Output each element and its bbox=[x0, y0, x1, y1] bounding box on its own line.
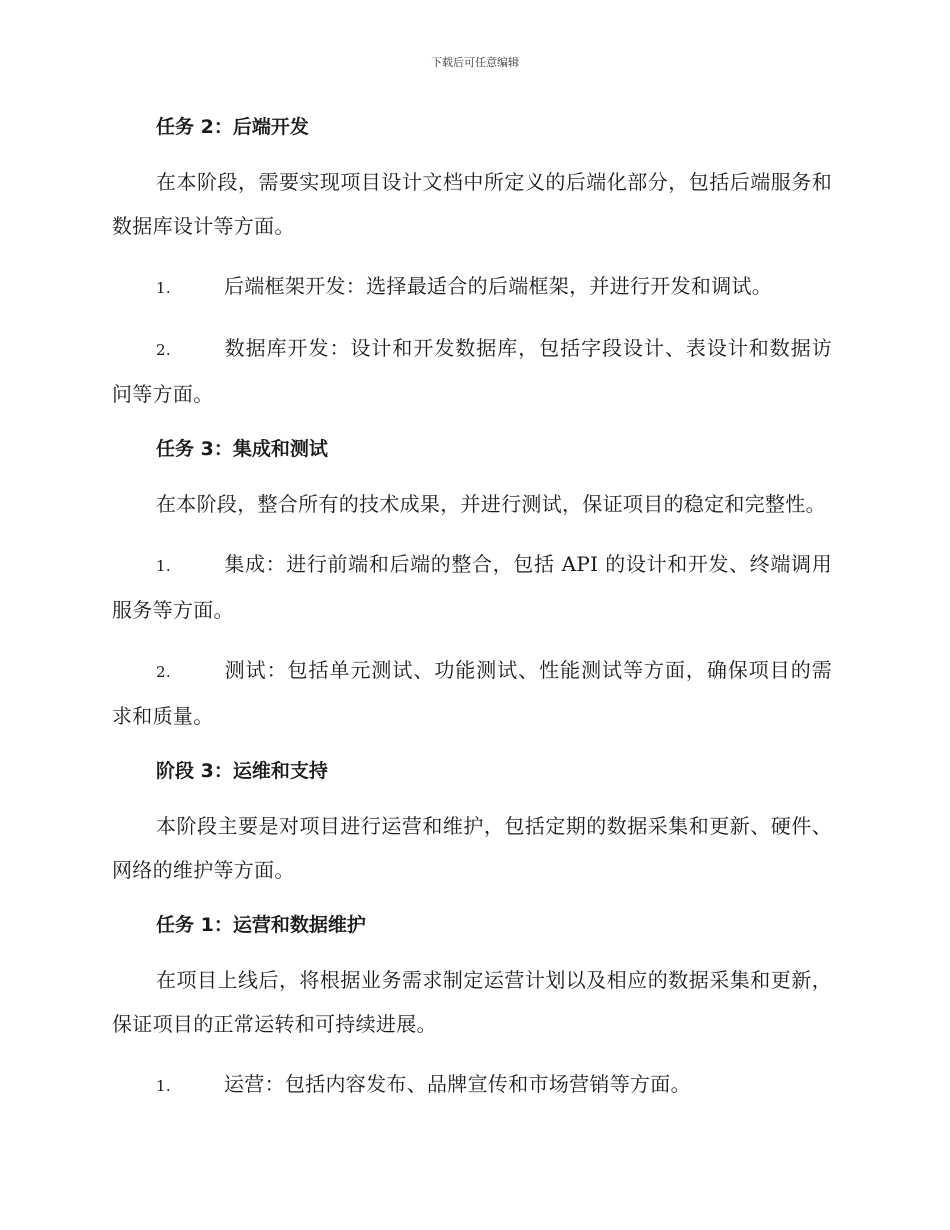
paragraph: 在本阶段，整合所有的技术成果，并进行测试，保证项目的稳定和完整性。 bbox=[156, 492, 826, 516]
list-number: 2. bbox=[156, 663, 171, 681]
page-header: 下载后可任意编辑 bbox=[431, 56, 519, 69]
list-number: 1. bbox=[156, 557, 171, 575]
section-heading: 阶段 3：运维和支持 bbox=[156, 760, 328, 782]
paragraph: 在项目上线后，将根据业务需求制定运营计划以及相应的数据采集和更新，保证项目的正常运转和可持续进展。 bbox=[112, 968, 832, 1036]
list-text: 后端框架开发：选择最适合的后端框架，并进行开发和调试。 bbox=[224, 274, 773, 298]
list-item bbox=[112, 326, 832, 416]
list-item bbox=[112, 542, 832, 632]
list-item bbox=[112, 264, 832, 310]
document-body bbox=[112, 110, 832, 1124]
section-heading: 任务 2：后端开发 bbox=[156, 116, 309, 138]
list-text: 数据库开发：设计和开发数据库，包括字段设计、表设计和数据访问等方面。 bbox=[112, 336, 832, 406]
list-number: 1. bbox=[156, 1077, 171, 1095]
list-text: 运营：包括内容发布、品牌宣传和市场营销等方面。 bbox=[224, 1072, 691, 1096]
section-heading: 任务 3：集成和测试 bbox=[156, 438, 328, 460]
list-number: 2. bbox=[156, 341, 171, 359]
list-number: 1. bbox=[156, 279, 171, 297]
section-heading: 任务 1：运营和数据维护 bbox=[156, 914, 366, 936]
paragraph: 在本阶段，需要实现项目设计文档中所定义的后端化部分，包括后端服务和数据库设计等方面。 bbox=[112, 170, 832, 238]
list-text: 测试：包括单元测试、功能测试、性能测试等方面，确保项目的需求和质量。 bbox=[112, 658, 832, 728]
list-item bbox=[112, 648, 832, 738]
paragraph: 本阶段主要是对项目进行运营和维护，包括定期的数据采集和更新、硬件、网络的维护等方面。 bbox=[112, 814, 832, 882]
list-text: 集成：进行前端和后端的整合，包括 API 的设计和开发、终端调用服务等方面。 bbox=[112, 552, 832, 622]
list-item bbox=[112, 1062, 832, 1108]
